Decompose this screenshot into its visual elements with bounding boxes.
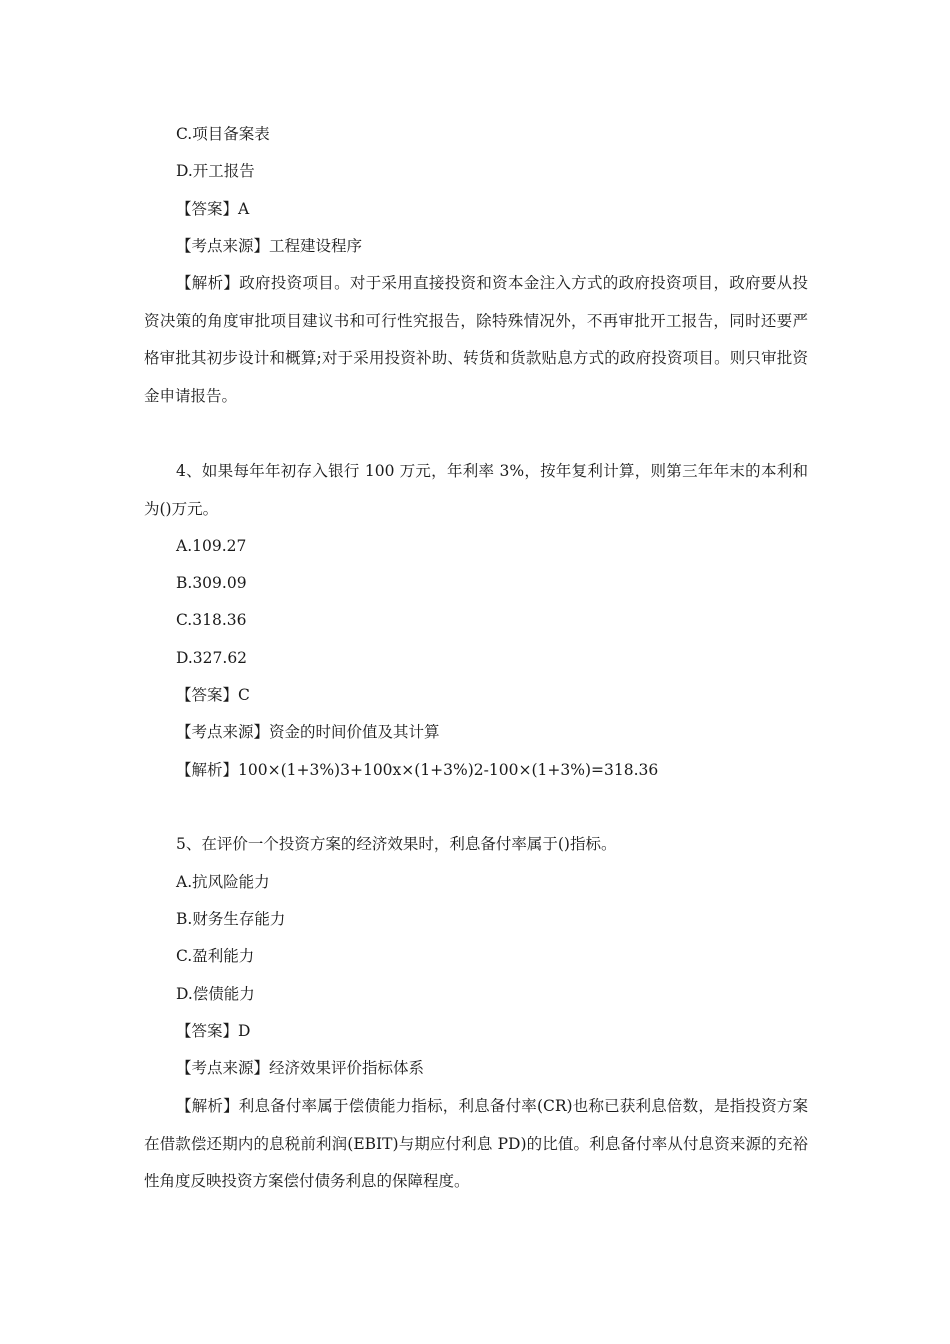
q3-source: 【考点来源】工程建设程序 <box>176 237 363 255</box>
q5-stem: 5、在评价一个投资方案的经济效果时，利息备付率属于()指标。 <box>176 835 617 853</box>
q4-analysis: 【解析】100×(1+3%)3+100x×(1+3%)2-100×(1+3%)=318.36 <box>176 761 659 779</box>
q4-stem: 4、如果每年年初存入银行 100 万元，年利率 3%，按年复利计算，则第三年年末的本利和为()万元。 <box>144 462 808 518</box>
q5-answer: 【答案】D <box>176 1022 251 1040</box>
q5-source: 【考点来源】经济效果评价指标体系 <box>176 1059 425 1077</box>
q4-option-c: C.318.36 <box>176 611 247 629</box>
q5-option-d: D.偿债能力 <box>176 985 255 1003</box>
q5-option-c: C.盈利能力 <box>176 947 255 965</box>
q4-option-d: D.327.62 <box>176 649 248 667</box>
q3-option-d: D.开工报告 <box>176 162 255 180</box>
q4-option-a: A.109.27 <box>176 537 247 555</box>
q5-option-a: A.抗风险能力 <box>176 873 270 891</box>
q3-option-c: C.项目备案表 <box>176 125 270 143</box>
q3-analysis: 【解析】政府投资项目。对于采用直接投资和资本金注入方式的政府投资项目，政府要从投资决策的角度审批项目建议书和可行性究报告，除特殊情况外，不再审批开工报告，同时还要严格审批其初步设计和概算;对于采用投资补助、转货和货款贴息方式的政府投资项目。则只审批资金申请报告。 <box>144 274 808 405</box>
q5-analysis: 【解析】利息备付率属于偿债能力指标，利息备付率(CR)也称已获利息倍数，是指投资方案在借款偿还期内的息税前利润(EBIT)与期应付利息 PD)的比值。利息备付率从付息资来源的充裕性角度反映投资方案偿付债务利息的保障程度。 <box>144 1097 808 1190</box>
q4-answer: 【答案】C <box>176 686 250 704</box>
q4-source: 【考点来源】资金的时间价值及其计算 <box>176 723 440 741</box>
q4-option-b: B.309.09 <box>176 574 247 592</box>
q5-option-b: B.财务生存能力 <box>176 910 286 928</box>
q3-answer: 【答案】A <box>176 200 250 218</box>
